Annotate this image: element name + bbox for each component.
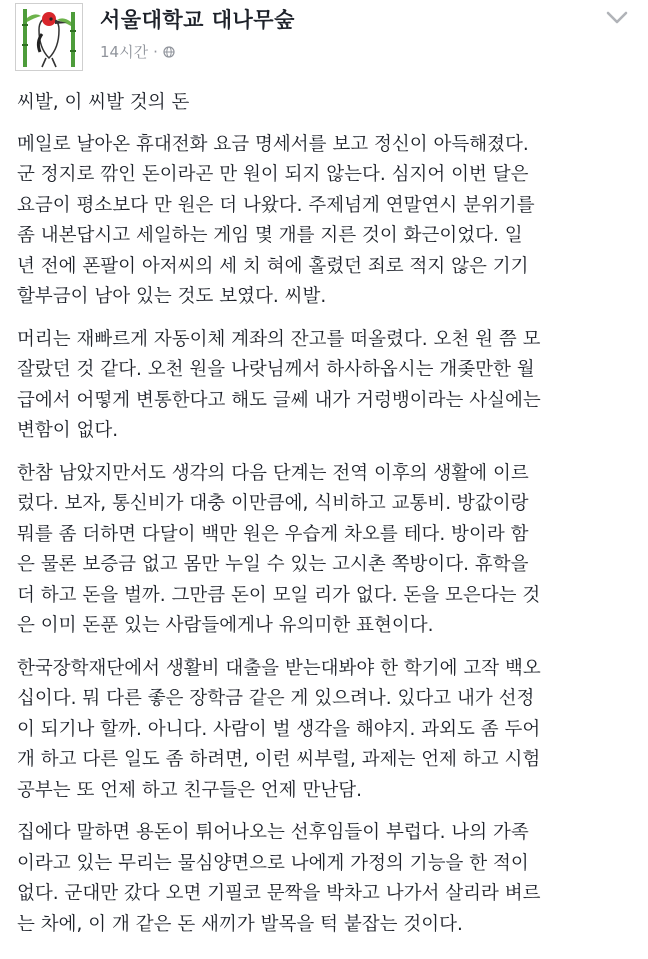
paragraph-line: 한참 남았지만서도 생각의 다음 단계는 전역 이후의 생활에 이르 [17, 462, 529, 484]
paragraph-line: 머리는 재빠르게 자동이체 계좌의 잔고를 떠올렸다. 오천 원 쯤 모 [17, 328, 541, 350]
paragraph-line: 개 하고 다른 일도 좀 하려면, 이런 씨부럴, 과제는 언제 하고 시험 [17, 749, 541, 770]
paragraph-line: 잘랐던 것 같다. 오천 원을 나랏님께서 하사하옵시는 개좆만한 월 [17, 359, 535, 380]
paragraph-line: 좀 내본답시고 세일하는 게임 몇 개를 지른 것이 화근이었다. 일 [17, 225, 523, 246]
paragraph-line: 더 하고 돈을 벌까. 그만큼 돈이 모일 리가 없다. 돈을 모은다는 것 [17, 584, 541, 606]
avatar[interactable] [15, 3, 83, 71]
paragraph-line: 집에다 말하면 용돈이 튀어나오는 선후임들이 부럽다. 나의 가족 [17, 822, 529, 843]
post-paragraph [17, 325, 635, 447]
paragraph-line: 이 되기나 할까. 아니다. 사람이 벌 생각을 해야지. 과외도 좀 두어 [17, 718, 541, 740]
bamboo-forest-logo [16, 4, 82, 70]
paragraph-line: 년 전에 폰팔이 아저씨의 세 치 혀에 홀렸던 죄로 적지 않은 기기 [17, 255, 529, 277]
page-name-link[interactable]: 서울대학교 대나무숲 [100, 8, 295, 32]
paragraph-line: 군 정지로 깎인 돈이라곤 만 원이 되지 않는다. 심지어 이번 달은 [17, 164, 529, 185]
timestamp[interactable]: 14시간 [100, 43, 149, 61]
meta-separator: · [153, 42, 158, 61]
paragraph-line: 렀다. 보자, 통신비가 대충 이만큼에, 식비하고 교통비. 방값이랑 [17, 493, 529, 514]
paragraph-line: 급에서 어떻게 변통한다고 해도 글쎄 내가 거렁뱅이라는 사실에는 [17, 389, 541, 411]
paragraph-line: 메일로 날아온 휴대전화 요금 명세서를 보고 정신이 아득해졌다. [17, 133, 529, 155]
chevron-down-icon[interactable] [604, 8, 630, 28]
paragraph-line: 공부는 또 언제 하고 친구들은 언제 만난담. [17, 779, 362, 801]
post-meta [100, 41, 175, 62]
paragraph-line: 요금이 평소보다 만 원은 더 나왔다. 주제넘게 연말연시 분위기를 [17, 194, 535, 216]
paragraph-line: 한국장학재단에서 생활비 대출을 받는대봐야 한 학기에 고작 백오 [17, 657, 541, 679]
post-title: 씨발, 이 씨발 것의 돈 [17, 92, 190, 113]
post-paragraph [17, 818, 635, 940]
paragraph-line: 이라고 있는 무리는 물심양면으로 나에게 가정의 기능을 한 적이 [17, 852, 529, 874]
post-paragraphs [17, 130, 635, 941]
post-body [17, 88, 635, 952]
paragraph-line: 할부금이 남아 있는 것도 보였다. 씨발. [17, 286, 327, 307]
post-paragraph [17, 130, 635, 313]
paragraph-line: 은 물론 보증금 없고 몸만 누일 수 있는 고시촌 쪽방이다. 휴학을 [17, 554, 529, 575]
paragraph-line: 뭐를 좀 더하면 다달이 백만 원은 우습게 차오를 테다. 방이라 함 [17, 523, 529, 545]
globe-icon [163, 46, 175, 58]
paragraph-line: 십이다. 뭐 다른 좋은 장학금 같은 게 있으려나. 있다고 내가 선정 [17, 688, 535, 709]
post-header [0, 0, 648, 78]
paragraph-line: 변함이 없다. [17, 420, 119, 441]
paragraph-line: 는 차에, 이 개 같은 돈 새끼가 발목을 턱 붙잡는 것이다. [17, 913, 463, 935]
paragraph-line: 없다. 군대만 갔다 오면 기필코 문짝을 박차고 나가서 살리라 벼르 [17, 883, 541, 904]
paragraph-line: 은 이미 돈푼 있는 사람들에게나 유의미한 표현이다. [17, 615, 434, 636]
post-paragraph [17, 459, 635, 642]
post-paragraph [17, 654, 635, 807]
